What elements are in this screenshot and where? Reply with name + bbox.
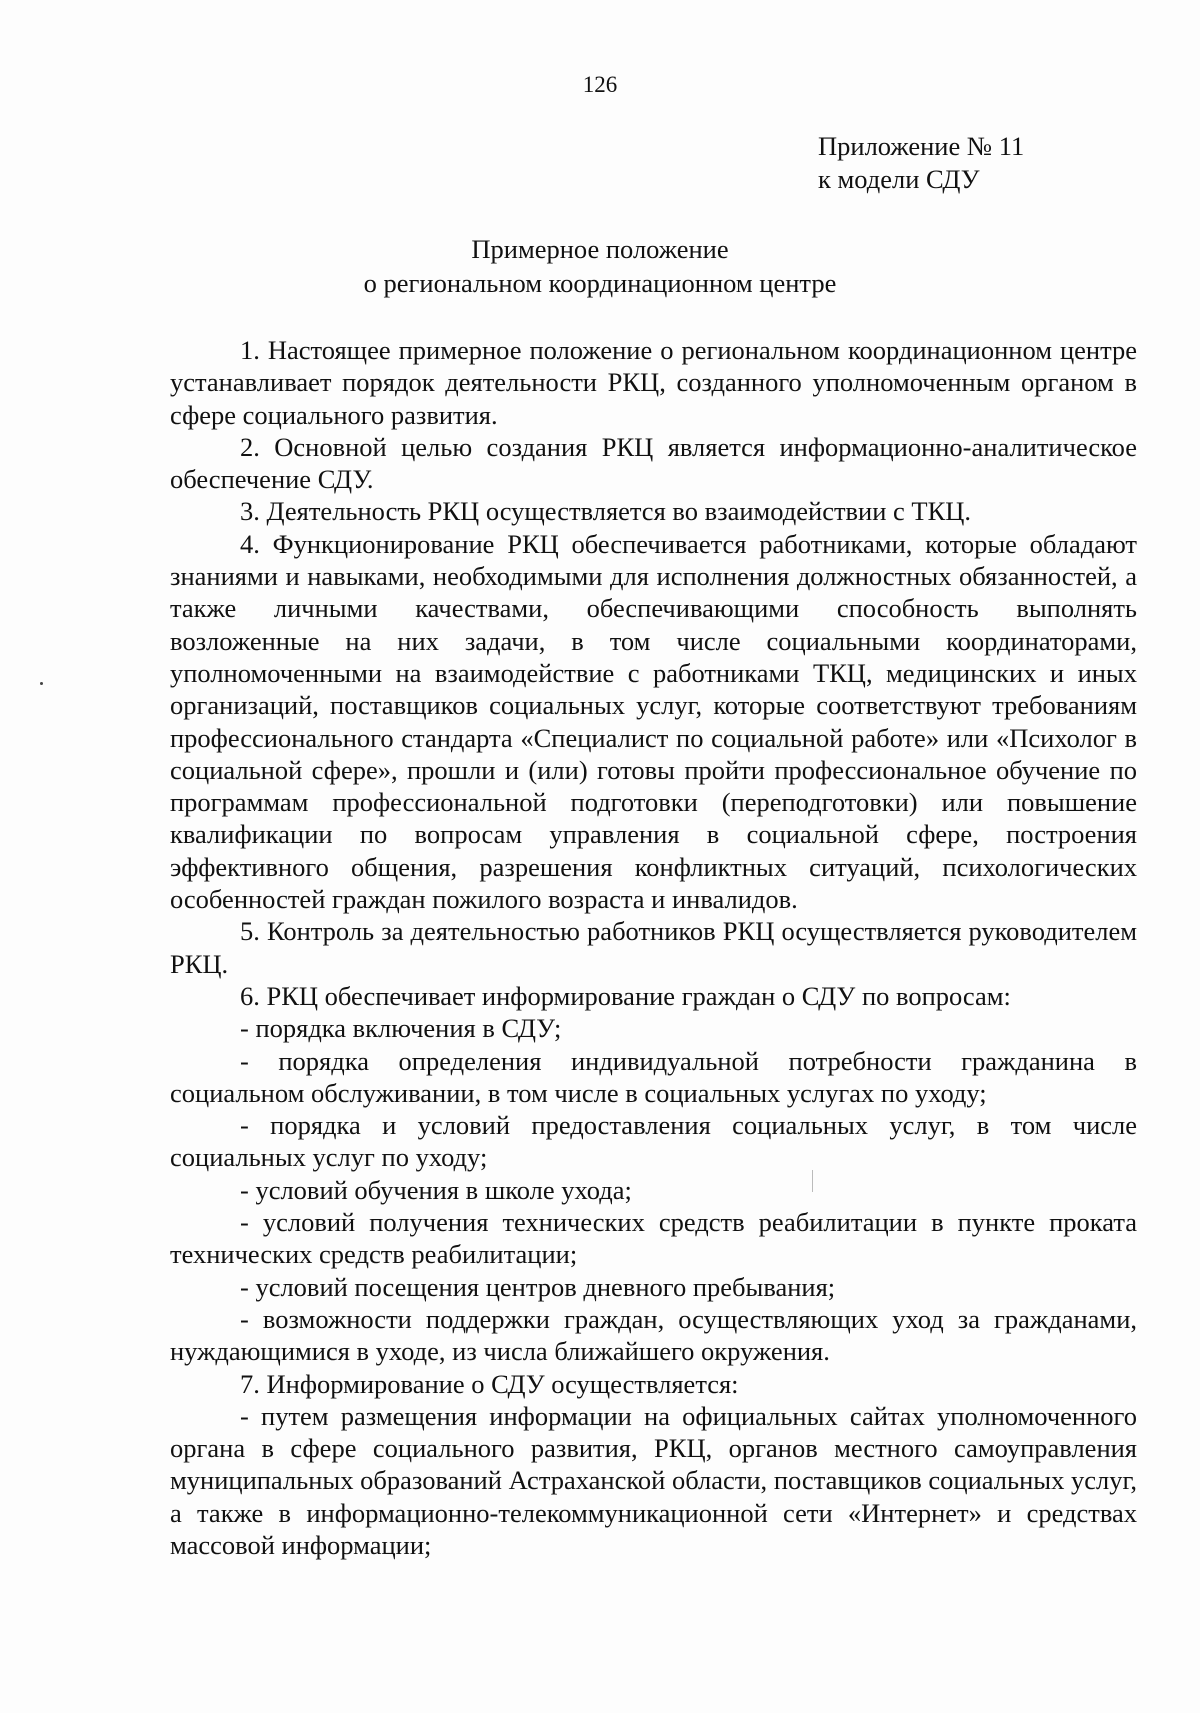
list-item: - возможности поддержки граждан, осуществляющих уход за гражданами, нуждающимися в уходе, из числа ближайшего окружения. — [170, 1303, 1137, 1367]
appendix-label — [818, 130, 1024, 196]
paragraph: 2. Основной целью создания РКЦ является информационно-аналитическое обеспечение СДУ. — [170, 431, 1137, 495]
list-item: - порядка и условий предоставления социальных услуг, в том числе социальных услуг по уходу; — [170, 1110, 1137, 1173]
paragraph: 1. Настоящее примерное положение о региональном координационном центре устанавливает порядок деятельности РКЦ, созданного уполномоченным органом в сфере социального развития. — [170, 335, 1137, 430]
paragraph: 3. Деятельность РКЦ осуществляется во взаимодействии с ТКЦ. — [240, 496, 972, 527]
list-item: - порядка включения в СДУ; — [240, 1013, 562, 1044]
paragraph: 5. Контроль за деятельностью работников РКЦ осуществляется руководителем РКЦ. — [170, 916, 1137, 979]
appendix-line-2: к модели СДУ — [818, 164, 980, 194]
title-line-2: о региональном координационном центре — [363, 268, 837, 298]
page-number: 126 — [582, 72, 618, 97]
scan-speck — [40, 682, 43, 685]
paragraph: 4. Функционирование РКЦ обеспечивается работниками, которые обладают знаниями и навыками, необходимыми для исполнения должностных обязанностей, а также личными качествами, обеспечивающими способность выполнять возложенные на них задачи, в том числе социальными координаторами, уполномоченными на взаимодействие с работниками ТКЦ, медицинских и иных организаций, поставщиков социальных услуг, которые соответствуют требованиям профессионального стандарта «Специалист по социальной работе» или «Психолог в социальной сфере», прошли и (или) готовы пройти профессиональное обучение по программам профессиональной подготовки (переподготовки) или повышение квалификации по вопросам управления в социальной сфере, построения эффективного общения, разрешения конфликтных ситуаций, психологических особенностей граждан пожилого возраста и инвалидов. — [170, 528, 1137, 915]
list-item: - условий получения технических средств реабилитации в пункте проката технических средств реабилитации; — [170, 1207, 1137, 1270]
appendix-line-1: Приложение № 11 — [818, 131, 1025, 161]
document-title — [0, 232, 1200, 300]
document-body — [170, 334, 1137, 1561]
list-item: - путем размещения информации на официальных сайтах уполномоченного органа в сфере социального развития, РКЦ, органов местного самоуправления муниципальных образований Астраханской области, поставщиков социальных услуг, а также в информационно-телекоммуникационной сети «Интернет» и средствах массовой информации; — [170, 1400, 1137, 1560]
list-item: - порядка определения индивидуальной потребности гражданина в социальном обслуживании, в том числе в социальных услугах по уходу; — [170, 1045, 1137, 1108]
scan-artifact-line — [812, 1170, 813, 1192]
title-line-1: Примерное положение — [471, 234, 729, 264]
list-item: - условий обучения в школе ухода; — [240, 1174, 632, 1205]
paragraph: 6. РКЦ обеспечивает информирование граждан о СДУ по вопросам: — [240, 980, 1011, 1011]
list-item: - условий посещения центров дневного пребывания; — [240, 1271, 836, 1302]
paragraph: 7. Информирование о СДУ осуществляется: — [240, 1368, 739, 1399]
